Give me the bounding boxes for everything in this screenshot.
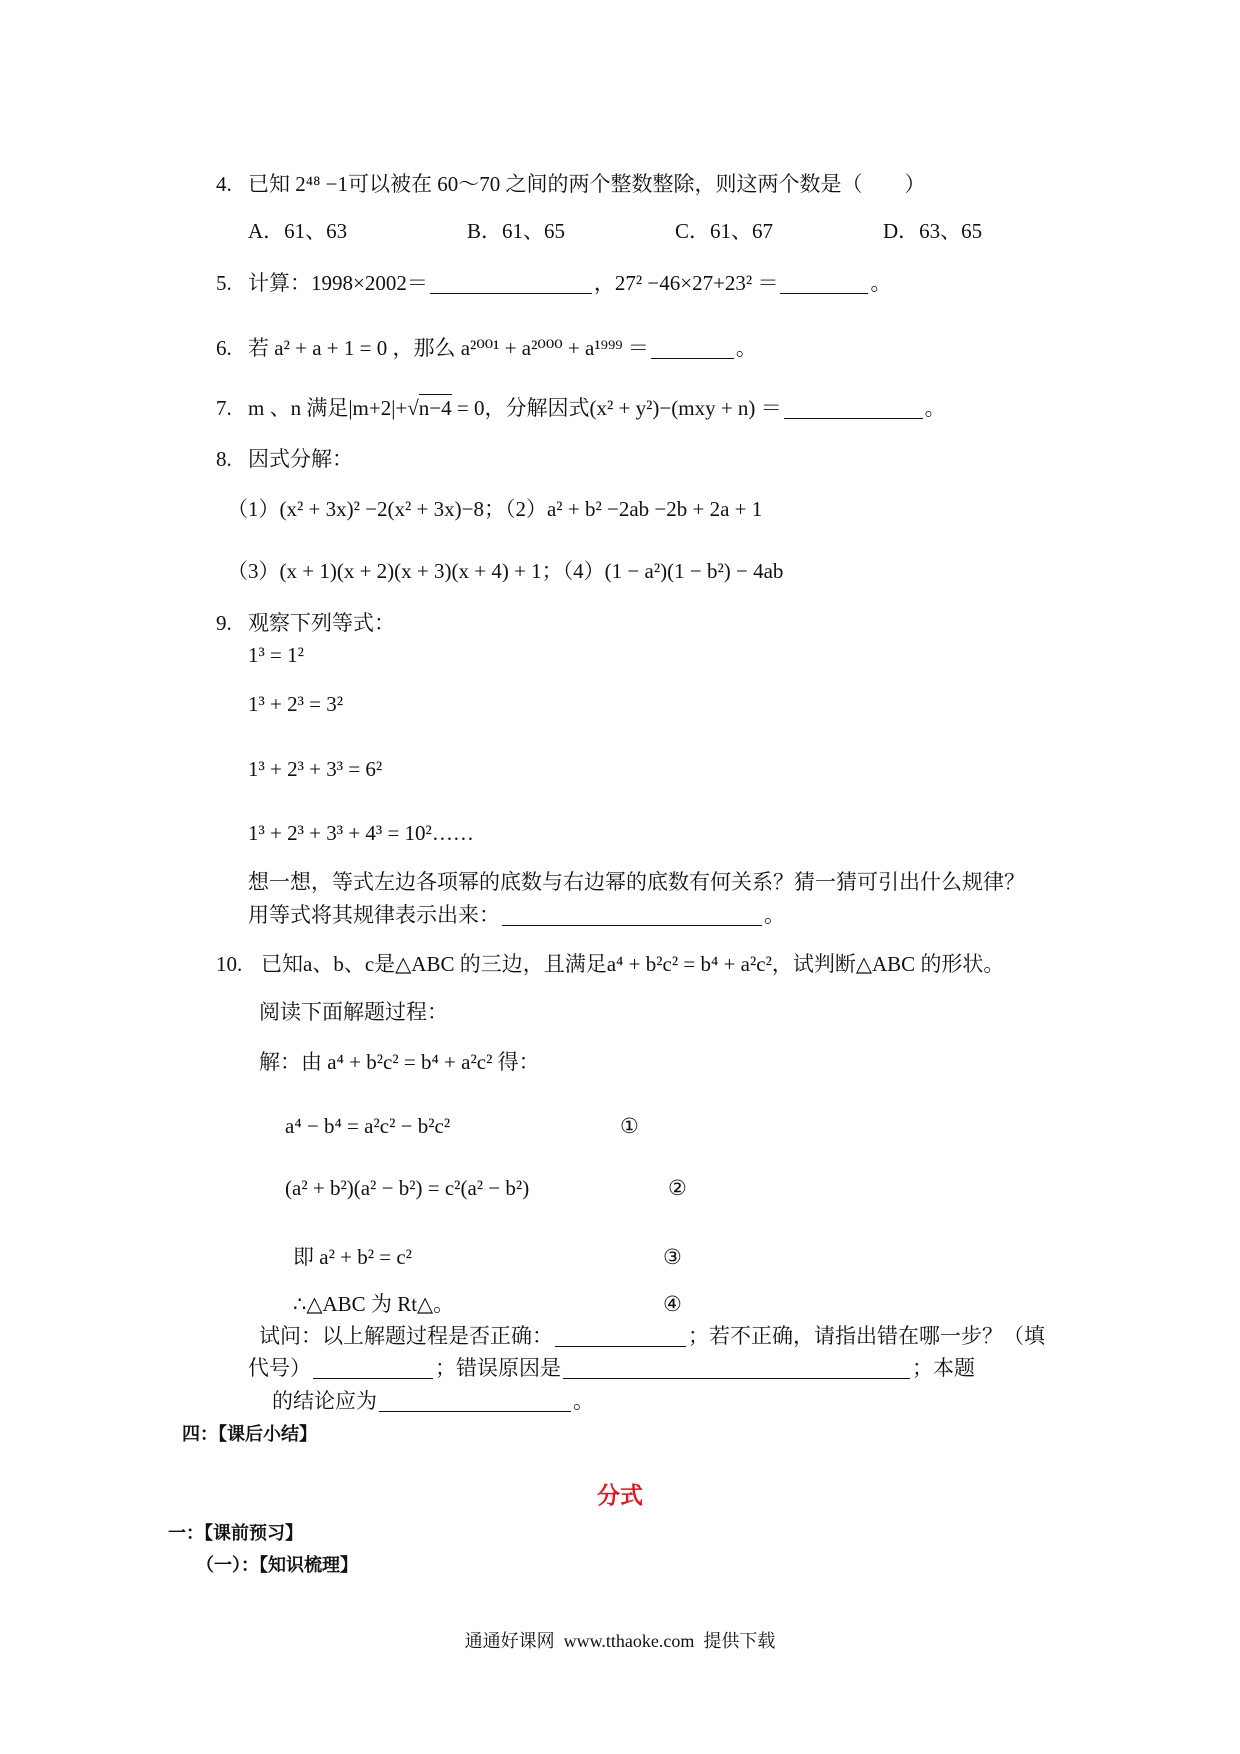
equation-2: 1³ + 2³ = 3² <box>248 692 344 716</box>
solution-step-3 <box>0 1245 1240 1269</box>
question-7 <box>216 396 946 420</box>
preview-heading: 一：【课前预习】 <box>168 1523 303 1544</box>
answer-blank <box>379 1391 571 1412</box>
question-6 <box>216 336 757 360</box>
question-text: ；本题 <box>912 1356 975 1380</box>
question-number: 4. <box>216 172 232 196</box>
question-number: 10. <box>216 952 243 976</box>
step-marker: ① <box>620 1114 639 1138</box>
question-number: 6. <box>216 336 232 360</box>
question-text: 。 <box>573 1389 594 1413</box>
question-text: 。 <box>924 396 946 420</box>
question-number: 5. <box>216 271 232 295</box>
chapter-title: 分式 <box>597 1483 643 1508</box>
question-text: 。 <box>735 336 757 360</box>
reading-instruction: 阅读下面解题过程： <box>259 1000 448 1024</box>
question-text: 观察下列等式： <box>248 611 395 635</box>
solution-step-2 <box>0 1176 1240 1200</box>
question-text: m 、n 满足|m+2|+√ <box>248 396 419 420</box>
question-number: 8. <box>216 447 232 471</box>
radicand: n−4 <box>418 396 452 420</box>
question-8-line-1 <box>227 497 762 521</box>
question-9-ask <box>248 903 785 927</box>
question-5 <box>216 271 891 295</box>
answer-blank <box>313 1358 433 1379</box>
question-text: 试问：以上解题过程是否正确： <box>259 1324 553 1348</box>
answer-blank <box>651 338 734 359</box>
question-number: 9. <box>216 611 232 635</box>
option-a: A．61、63 <box>248 219 348 243</box>
question-9 <box>216 611 395 635</box>
solution-step-1 <box>0 1114 1240 1138</box>
factor-expressions: （1）(x² + 3x)² −2(x² + 3x)−8；（2）a² + b² −2ab −2b + 2a + 1 <box>227 497 763 521</box>
step-marker: ③ <box>663 1245 682 1269</box>
question-text: ；若不正确，请指出错在哪一步？（填 <box>688 1324 1045 1348</box>
step-expression: (a² + b²)(a² − b²) = c²(a² − b²) <box>285 1176 530 1200</box>
solution-intro: 解：由 a⁴ + b²c² = b⁴ + a²c² 得： <box>259 1050 540 1074</box>
page-footer: 通通好课网 www.tthaoke.com 提供下载 <box>464 1631 776 1651</box>
question-text: 代号） <box>248 1356 311 1380</box>
question-10-ask-line-2 <box>248 1356 975 1380</box>
question-stem: 已知 2⁴⁸ −1可以被在 60～70 之间的两个整数整除，则这两个数是（ ） <box>248 172 926 196</box>
option-d: D．63、65 <box>883 219 983 243</box>
question-4 <box>216 172 925 196</box>
question-text: 用等式将其规律表示出来： <box>248 903 500 927</box>
question-number: 7. <box>216 396 232 420</box>
equation-4: 1³ + 2³ + 3³ + 4³ = 10²…… <box>248 821 474 845</box>
question-8 <box>216 447 353 471</box>
question-text: 若 a² + a + 1 = 0 ，那么 a²⁰⁰¹ + a²⁰⁰⁰ + a¹⁹⁹⁹ ＝ <box>248 336 649 360</box>
question-text: ，27² −46×27+23² ＝ <box>593 271 779 295</box>
answer-blank <box>780 273 868 294</box>
equation-1: 1³ = 1² <box>248 643 304 667</box>
question-stem: 已知a、b、c是△ABC 的三边，且满足a⁴ + b²c² = b⁴ + a²c²，试判断△ABC 的形状。 <box>261 952 1005 976</box>
question-text: 因式分解： <box>248 447 353 471</box>
question-10-ask-line-3 <box>272 1389 594 1413</box>
question-text: 。 <box>764 903 785 927</box>
step-expression: ∴△ABC 为 Rt△。 <box>293 1292 455 1316</box>
question-9-prompt: 想一想，等式左边各项幂的底数与右边幂的底数有何关系？猜一猜可引出什么规律？ <box>248 870 1025 894</box>
question-10-ask-line-1 <box>259 1324 1045 1348</box>
answer-blank <box>430 273 592 294</box>
answer-blank <box>563 1358 910 1379</box>
step-expression: 即 a² + b² = c² <box>293 1245 412 1269</box>
question-text: 计算：1998×2002＝ <box>248 271 428 295</box>
answer-blank <box>555 1326 686 1347</box>
step-marker: ④ <box>663 1292 682 1316</box>
question-10 <box>216 952 1004 976</box>
option-c: C．61、67 <box>675 219 774 243</box>
equation-3: 1³ + 2³ + 3³ = 6² <box>248 757 383 781</box>
answer-blank <box>502 905 762 926</box>
factor-expressions: （3）(x + 1)(x + 2)(x + 3)(x + 4) + 1；（4）(1 − a²)(1 − b²) − 4ab <box>227 559 784 583</box>
question-text: 的结论应为 <box>272 1389 377 1413</box>
question-4-options <box>0 219 1240 243</box>
answer-blank <box>784 398 923 419</box>
question-text: 。 <box>870 271 892 295</box>
knowledge-subheading: （一）：【知识梳理】 <box>196 1555 358 1576</box>
step-marker: ② <box>668 1176 687 1200</box>
question-8-line-2 <box>227 559 783 583</box>
question-text: = 0，分解因式(x² + y²)−(mxy + n) ＝ <box>451 396 782 420</box>
step-expression: a⁴ − b⁴ = a²c² − b²c² <box>285 1114 451 1138</box>
summary-heading: 四：【课后小结】 <box>182 1424 317 1445</box>
solution-step-4 <box>0 1292 1240 1316</box>
option-b: B．61、65 <box>467 219 566 243</box>
question-text: ；错误原因是 <box>435 1356 561 1380</box>
